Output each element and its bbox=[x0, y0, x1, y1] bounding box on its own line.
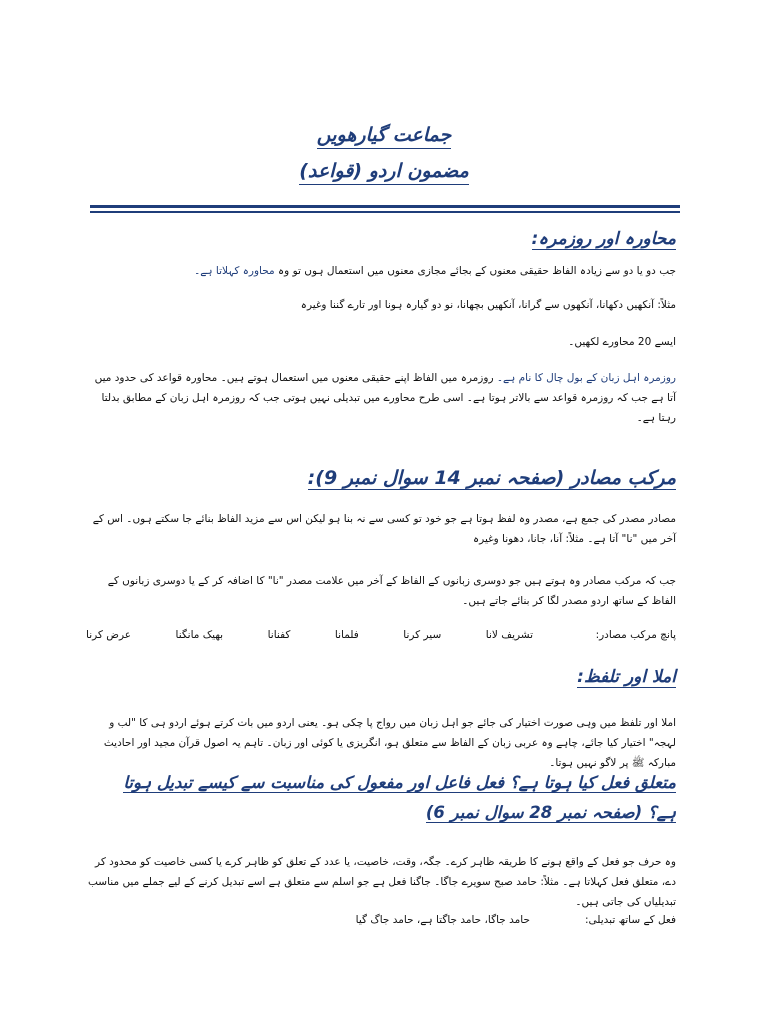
example-value: حامد جاگا، حامد جاگتا ہے، حامد جاگ گیا bbox=[355, 914, 530, 926]
masadir-paragraph-2: جب کہ مرکب مصادر وہ ہوتے ہیں جو دوسری زبانوں کے الفاظ کے آخر میں علامت مصدر "نا" کا اضافہ کر کے یا دوسری زبانوں کے الفاظ کے ساتھ اردو مصدر لگا کر بنائے جاتے ہیں۔ bbox=[107, 575, 676, 607]
example-word: فلمانا bbox=[334, 629, 359, 641]
section-heading-muhavara: محاورہ اور روزمرہ: bbox=[531, 229, 676, 249]
fail-change-example bbox=[356, 914, 676, 926]
rozmarra-paragraph: روزمرہ اہل زبان کے بول چال کا نام ہے۔ روزمرہ میں الفاظ اپنے حقیقی معنوں میں استعمال ہوتے ہیں۔ محاورہ قواعد کی حدود میں آتا ہے جب کہ روزمرہ قواعد سے بالاتر ہوتا ہے۔ اسی طرح محاورے میں تبدیلی نہیں ہوتی جب کہ روزمرہ اہل زبان کے مطابق بدلتا رہتا ہے۔ bbox=[94, 372, 676, 424]
example-word: کفنانا bbox=[267, 629, 291, 641]
example-word: سیر کرنا bbox=[403, 629, 442, 641]
imla-paragraph: املا اور تلفظ میں وہی صورت اختیار کی جائے جو اہل زبان میں رواج پا چکی ہو۔ یعنی اردو میں بات کرتے ہوئے اردو ہی کا "لب و لہجہ" اختیار کیا جائے، چاہے وہ عربی زبان کے الفاظ سے متعلق ہو، انگریزی یا کوئی اور زبان۔ تاہم یہ اصول قرآن مجید اور احادیث مبارکہ ﷺ پر لاگو نہیں ہوتا۔ bbox=[103, 717, 676, 769]
section-heading-imla-talaffuz: املا اور تلفظ: bbox=[577, 667, 676, 687]
masadir-examples-row bbox=[86, 629, 676, 641]
section-heading-murakkab-masadir: مرکب مصادر (صفحہ نمبر 14 سوال نمبر 9): bbox=[307, 467, 676, 489]
example-word: تشریف لانا bbox=[485, 629, 534, 641]
divider-thin bbox=[90, 211, 680, 213]
mutaalliq-paragraph: وہ حرف جو فعل کے واقع ہونے کا طریقہ ظاہر کرے۔ جگہ، وقت، خاصیت، یا عدد کے تعلق کو ظاہر کرے یا کسی خاصیت کو محدود کر دے، متعلق فعل کہلاتا ہے۔ مثلاً: حامد صبح سویرے جاگا۔ جاگنا فعل ہے جو اسلم سے متعلق ہے اسے تبدیل کرنے کے لیے جملے میں مناسب تبدیلیاں کی جاتی ہیں۔ bbox=[88, 856, 676, 908]
example-word: بھیک مانگنا bbox=[175, 629, 224, 641]
page-title-class: جماعت گیارھویں bbox=[0, 124, 768, 146]
definition-highlight: محاورہ کہلاتا ہے۔ bbox=[194, 265, 275, 277]
masadir-paragraph-1: مصادر مصدر کی جمع ہے، مصدر وہ لفظ ہوتا ہے جو خود تو کسی سے نہ بنا ہو لیکن اس سے مزید الفاظ بنائے جا سکتے ہوں۔ اس کے آخر میں "نا" آتا ہے۔ مثلاً: آنا، جانا، دھونا وغیرہ bbox=[92, 513, 676, 545]
rozmarra-highlight: روزمرہ اہل زبان کے بول چال کا نام ہے۔ bbox=[496, 372, 676, 384]
muhavara-definition: جب دو یا دو سے زیادہ الفاظ حقیقی معنوں کے بجائے مجازی معنوں میں استعمال ہوں تو وہ محاورہ کہلاتا ہے۔ bbox=[194, 265, 676, 277]
divider-thick bbox=[90, 205, 680, 208]
muhavara-example: مثلاً: آنکھیں دکھانا، آنکھوں سے گرانا، آنکھیں بچھانا، نو دو گیارہ ہونا اور تارے گننا وغیرہ bbox=[300, 299, 676, 311]
section-heading-mutaalliq-fail: متعلق فعل کیا ہوتا ہے؟ فعل فاعل اور مفعول کی مناسبت سے کیسے تبدیل ہوتا ہے؟ (صفحہ نمبر 28 سوال نمبر 6) bbox=[123, 773, 676, 822]
page-title-subject: مضمون اردو (قواعد) bbox=[0, 160, 768, 182]
example-label: فعل کے ساتھ تبدیلی: bbox=[584, 914, 676, 926]
muhavara-instruction: ایسے 20 محاورے لکھیں۔ bbox=[568, 336, 676, 348]
examples-label: پانچ مرکب مصادر: bbox=[595, 629, 676, 641]
example-word: عرض کرنا bbox=[86, 629, 132, 641]
